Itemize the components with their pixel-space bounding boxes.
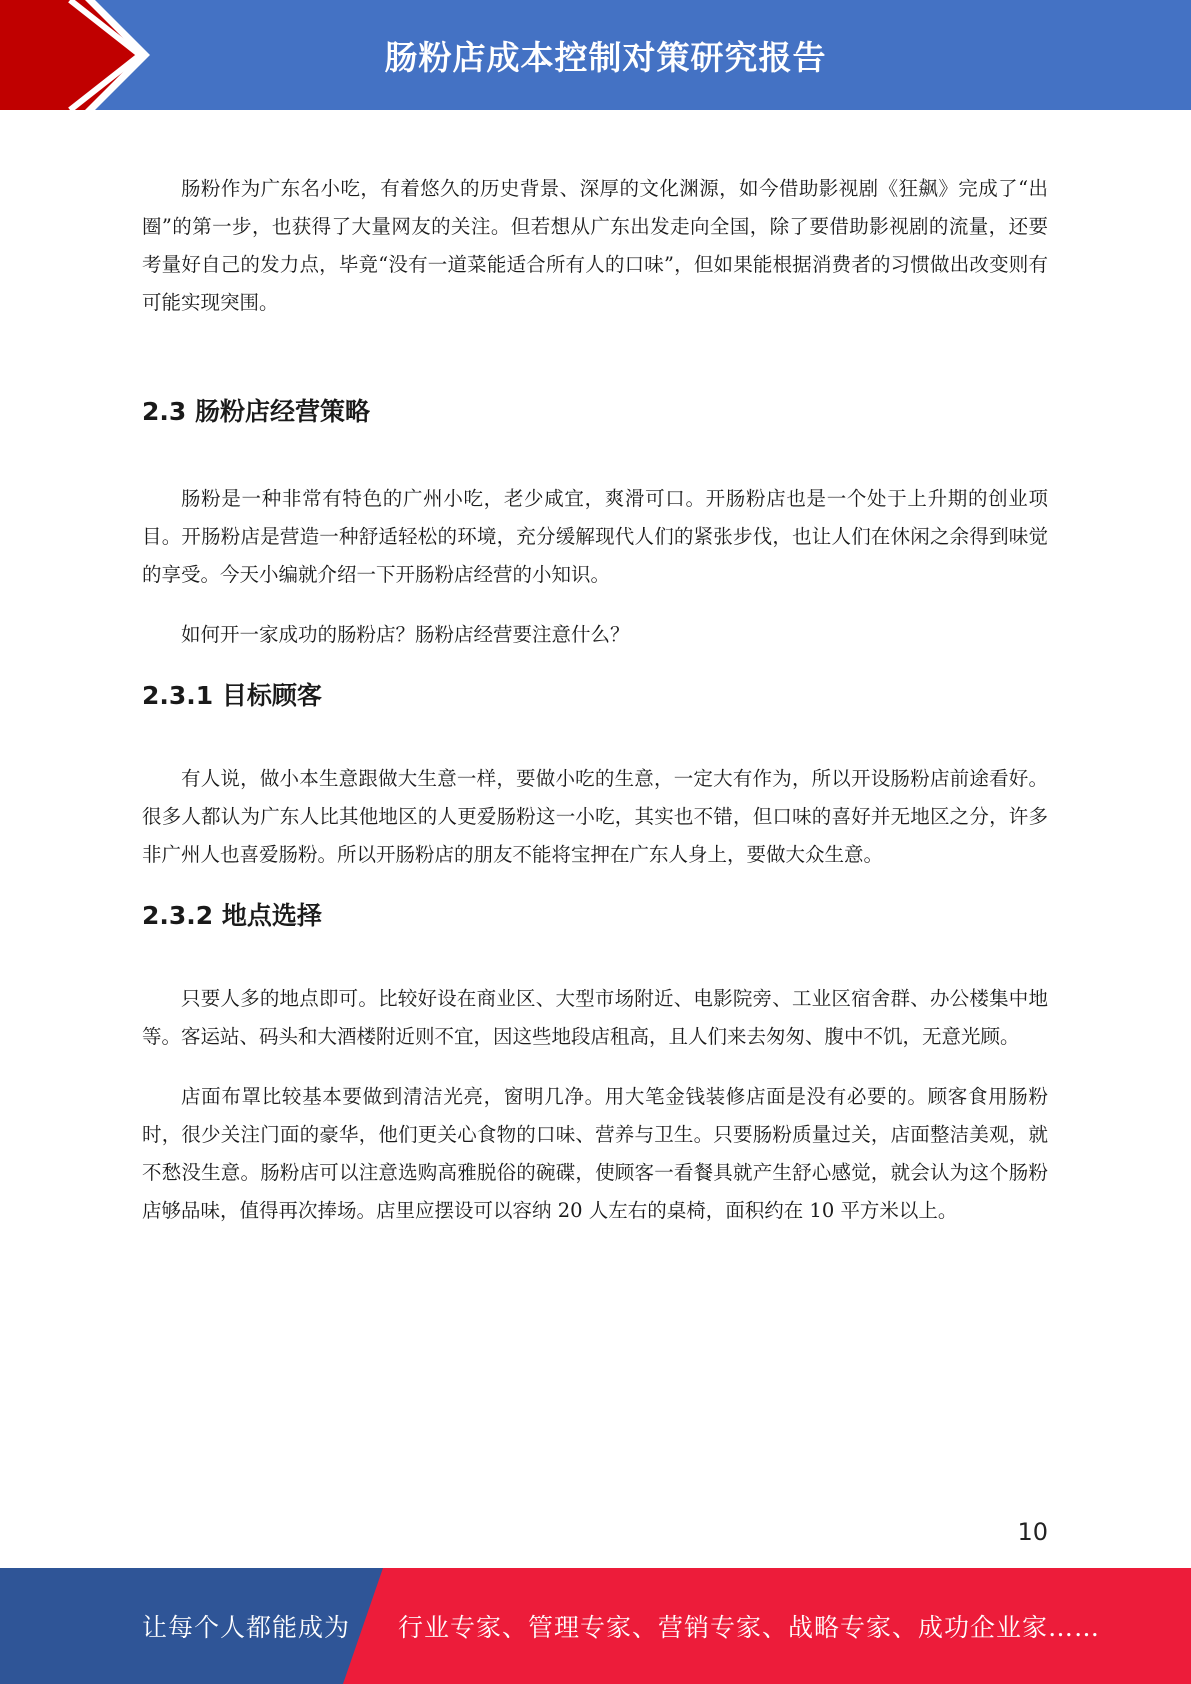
page-number: 10 xyxy=(1017,1518,1048,1546)
section-2-3-paragraph-2: 如何开一家成功的肠粉店？肠粉店经营要注意什么？ xyxy=(181,623,630,646)
section-2-3-heading: 2.3 肠粉店经营策略 xyxy=(142,397,370,426)
document-title: 肠粉店成本控制对策研究报告 xyxy=(384,37,827,77)
footer-slogan-right: 行业专家、管理专家、营销专家、战略专家、成功企业家…… xyxy=(398,1613,1101,1642)
section-2-3-1-heading: 2.3.1 目标顾客 xyxy=(142,681,322,710)
intro-paragraph: 肠粉作为广东名小吃，有着悠久的历史背景、深厚的文化渊源，如今借助影视剧《狂飙》完成了“出圈”的第一步，也获得了大量网友的关注。但若想从广东出发走向全国，除了要借助影视剧的流量，还要考量好自己的发力点，毕竟“没有一道菜能适合所有人的口味”，但如果能根据消费者的习惯做出改变则有可能实现突围。 xyxy=(142,177,1048,314)
section-2-3-2-heading: 2.3.2 地点选择 xyxy=(142,901,322,930)
footer-slogan-left: 让每个人都能成为 xyxy=(142,1613,351,1642)
section-2-3-2-paragraph-2: 店面布罩比较基本要做到清洁光亮，窗明几净。用大笔金钱装修店面是没有必要的。顾客食用肠粉时，很少关注门面的豪华，他们更关心食物的口味、营养与卫生。只要肠粉质量过关，店面整洁美观，就不愁没生意。肠粉店可以注意选购高雅脱俗的碗碟，使顾客一看餐具就产生舒心感觉，就会认为这个肠粉店够品味，值得再次捧场。店里应摆设可以容纳 20 人左右的桌椅，面积约在 10 平方米以上。 xyxy=(142,1085,1048,1222)
section-2-3-paragraph-1: 肠粉是一种非常有特色的广州小吃，老少咸宜，爽滑可口。开肠粉店也是一个处于上升期的创业项目。开肠粉店是营造一种舒适轻松的环境，充分缓解现代人们的紧张步伐，也让人们在休闲之余得到味觉的享受。今天小编就介绍一下开肠粉店经营的小知识。 xyxy=(142,487,1048,586)
header-banner xyxy=(0,0,1191,110)
main-content xyxy=(142,170,1048,1230)
section-2-3-1-paragraph: 有人说，做小本生意跟做大生意一样，要做小吃的生意，一定大有作为，所以开设肠粉店前途看好。很多人都认为广东人比其他地区的人更爱肠粉这一小吃，其实也不错，但口味的喜好并无地区之分，许多非广州人也喜爱肠粉。所以开肠粉店的朋友不能将宝押在广东人身上，要做大众生意。 xyxy=(142,767,1048,866)
footer-banner xyxy=(0,1568,1191,1684)
section-2-3-2-paragraph-1: 只要人多的地点即可。比较好设在商业区、大型市场附近、电影院旁、工业区宿舍群、办公楼集中地等。客运站、码头和大酒楼附近则不宜，因这些地段店租高，且人们来去匆匆、腹中不饥，无意光顾。 xyxy=(142,987,1048,1048)
